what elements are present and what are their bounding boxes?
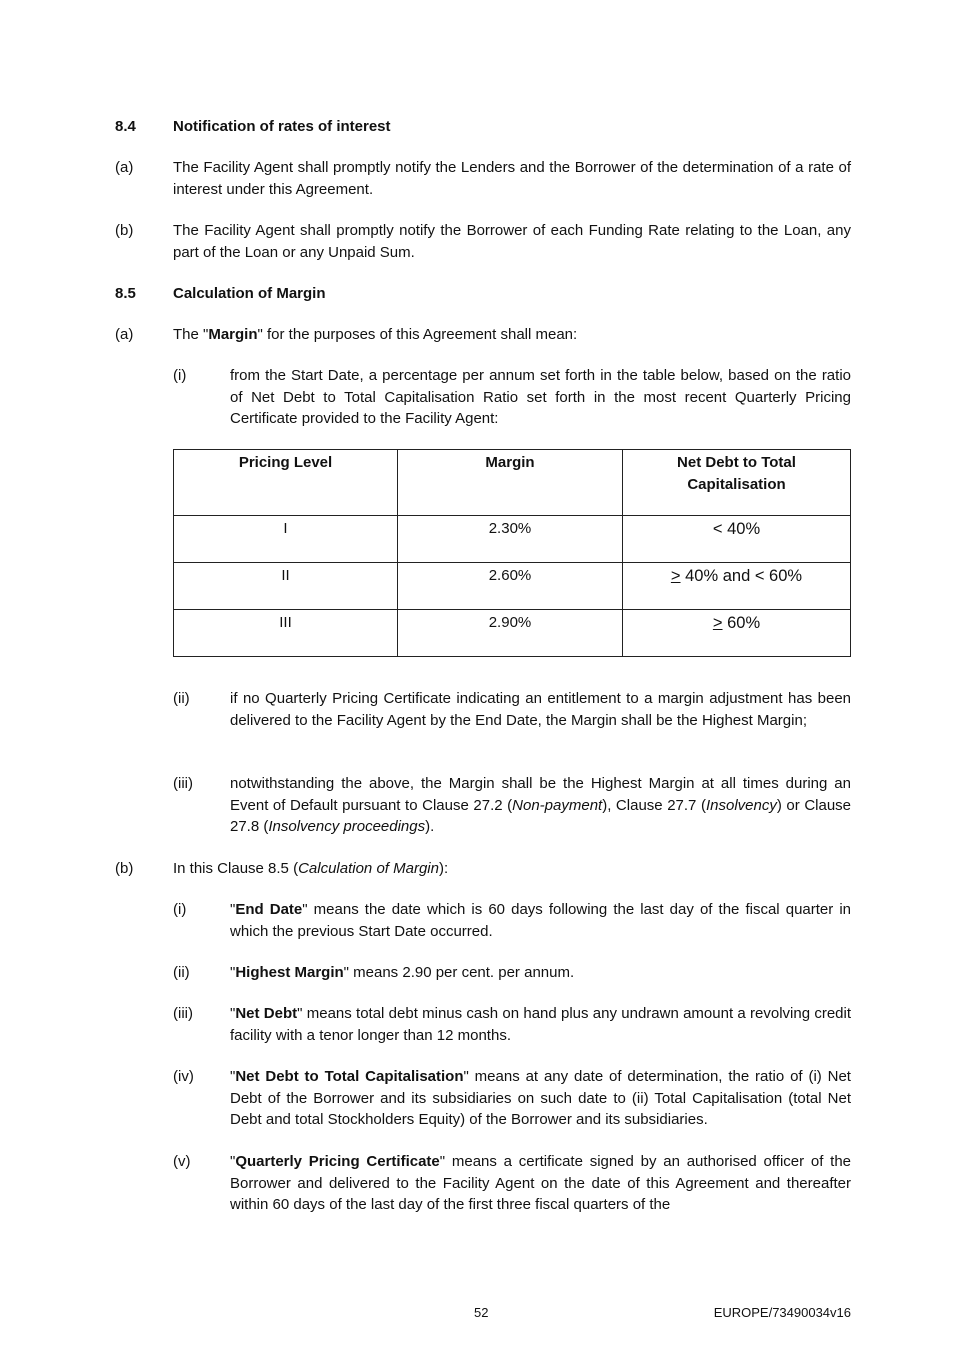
table-cell: < 40% (623, 516, 851, 563)
definition-label: (v) (173, 1153, 191, 1170)
defined-term: Net Debt (235, 1005, 298, 1022)
column-header: Pricing Level (174, 450, 398, 516)
definition-label: (iv) (173, 1068, 194, 1085)
pricing-table (173, 449, 851, 657)
table-header-row (174, 450, 851, 516)
clause-label: (b) (115, 860, 134, 877)
defined-term: Quarterly Pricing Certificate (235, 1153, 440, 1170)
subclause-label: (i) (173, 367, 187, 384)
table-row (174, 563, 851, 610)
table-cell: 2.60% (398, 563, 623, 610)
document-reference: EUROPE/73490034v16 (713, 1305, 851, 1320)
clause-text: The Facility Agent shall promptly notify the Borrower of each Funding Rate relating to the Loan, any part of the Loan or any Unpaid Sum. (173, 222, 851, 261)
clause-label: (b) (115, 222, 134, 239)
table-row (174, 610, 851, 657)
definition-text: "End Date" means the date which is 60 days following the last day of the fiscal quarter in which the previous Start Date occurred. (230, 901, 852, 940)
table-cell: 2.90% (398, 610, 623, 657)
defined-term: End Date (235, 901, 303, 918)
definition-text: "Net Debt" means total debt minus cash on hand plus any undrawn amount a revolving credit facility with a tenor longer than 12 months. (230, 1005, 852, 1044)
column-header: Net Debt to Total Capitalisation (623, 450, 851, 516)
clause-label: (a) (115, 159, 134, 176)
table-cell: III (174, 610, 398, 657)
table-cell: I (174, 516, 398, 563)
table-cell: 2.30% (398, 516, 623, 563)
definition-text: "Quarterly Pricing Certificate" means a certificate signed by an authorised officer of the Borrower and delivered to the Facility Agent on the date of this Agreement and thereafter within 60 days of the last day of the first three fiscal quarters of the (230, 1153, 851, 1213)
subclause-text: from the Start Date, a percentage per annum set forth in the table below, based on the ratio of Net Debt to Total Capitalisation Ratio set forth in the most recent Quarterly Pricing Certificate provided to the Facility Agent: (230, 367, 851, 427)
subclause-text: notwithstanding the above, the Margin shall be the Highest Margin at all times during an Event of Default pursuant to Clause 27.2 (Non-payment), Clause 27.7 (Insolvency) or Clause 27.8 (Insolvency proceedings). (230, 775, 852, 835)
column-header: Margin (398, 450, 623, 516)
table-row (174, 516, 851, 563)
clause-text: In this Clause 8.5 (Calculation of Margin): (173, 860, 449, 877)
subclause-text: if no Quarterly Pricing Certificate indicating an entitlement to a margin adjustment has been delivered to the Facility Agent by the End Date, the Margin shall be the Highest Margin; (230, 690, 851, 729)
defined-term: Highest Margin (235, 964, 344, 981)
defined-term: Margin (208, 326, 258, 343)
definition-label: (ii) (173, 964, 190, 981)
definition-label: (i) (173, 901, 187, 918)
definition-text: "Net Debt to Total Capitalisation" means at any date of determination, the ratio of (i) Net Debt of the Borrower and its subsidiaries on such date to (ii) Total Capitalisation (total Net Debt and total Stockholders Equity) of the Borrower and its subsidiaries. (230, 1068, 851, 1128)
subclause-label: (ii) (173, 690, 190, 707)
section-number-8-5: 8.5 (115, 285, 136, 302)
page-number: 52 (474, 1305, 489, 1320)
defined-term: Net Debt to Total Capitalisation (235, 1068, 464, 1085)
clause-text: The Facility Agent shall promptly notify the Lenders and the Borrower of the determination of a rate of interest under this Agreement. (173, 159, 851, 198)
clause-label: (a) (115, 326, 134, 343)
table-cell: > 60% (623, 610, 851, 657)
table-cell: > 40% and < 60% (623, 563, 851, 610)
section-heading-8-5: Calculation of Margin (173, 285, 326, 302)
table-cell: II (174, 563, 398, 610)
section-number-8-4: 8.4 (115, 118, 136, 135)
section-heading-8-4: Notification of rates of interest (173, 118, 391, 135)
definition-label: (iii) (173, 1005, 193, 1022)
definition-text: "Highest Margin" means 2.90 per cent. per annum. (230, 964, 575, 981)
subclause-label: (iii) (173, 775, 193, 792)
clause-text: The "Margin" for the purposes of this Agreement shall mean: (173, 326, 578, 343)
